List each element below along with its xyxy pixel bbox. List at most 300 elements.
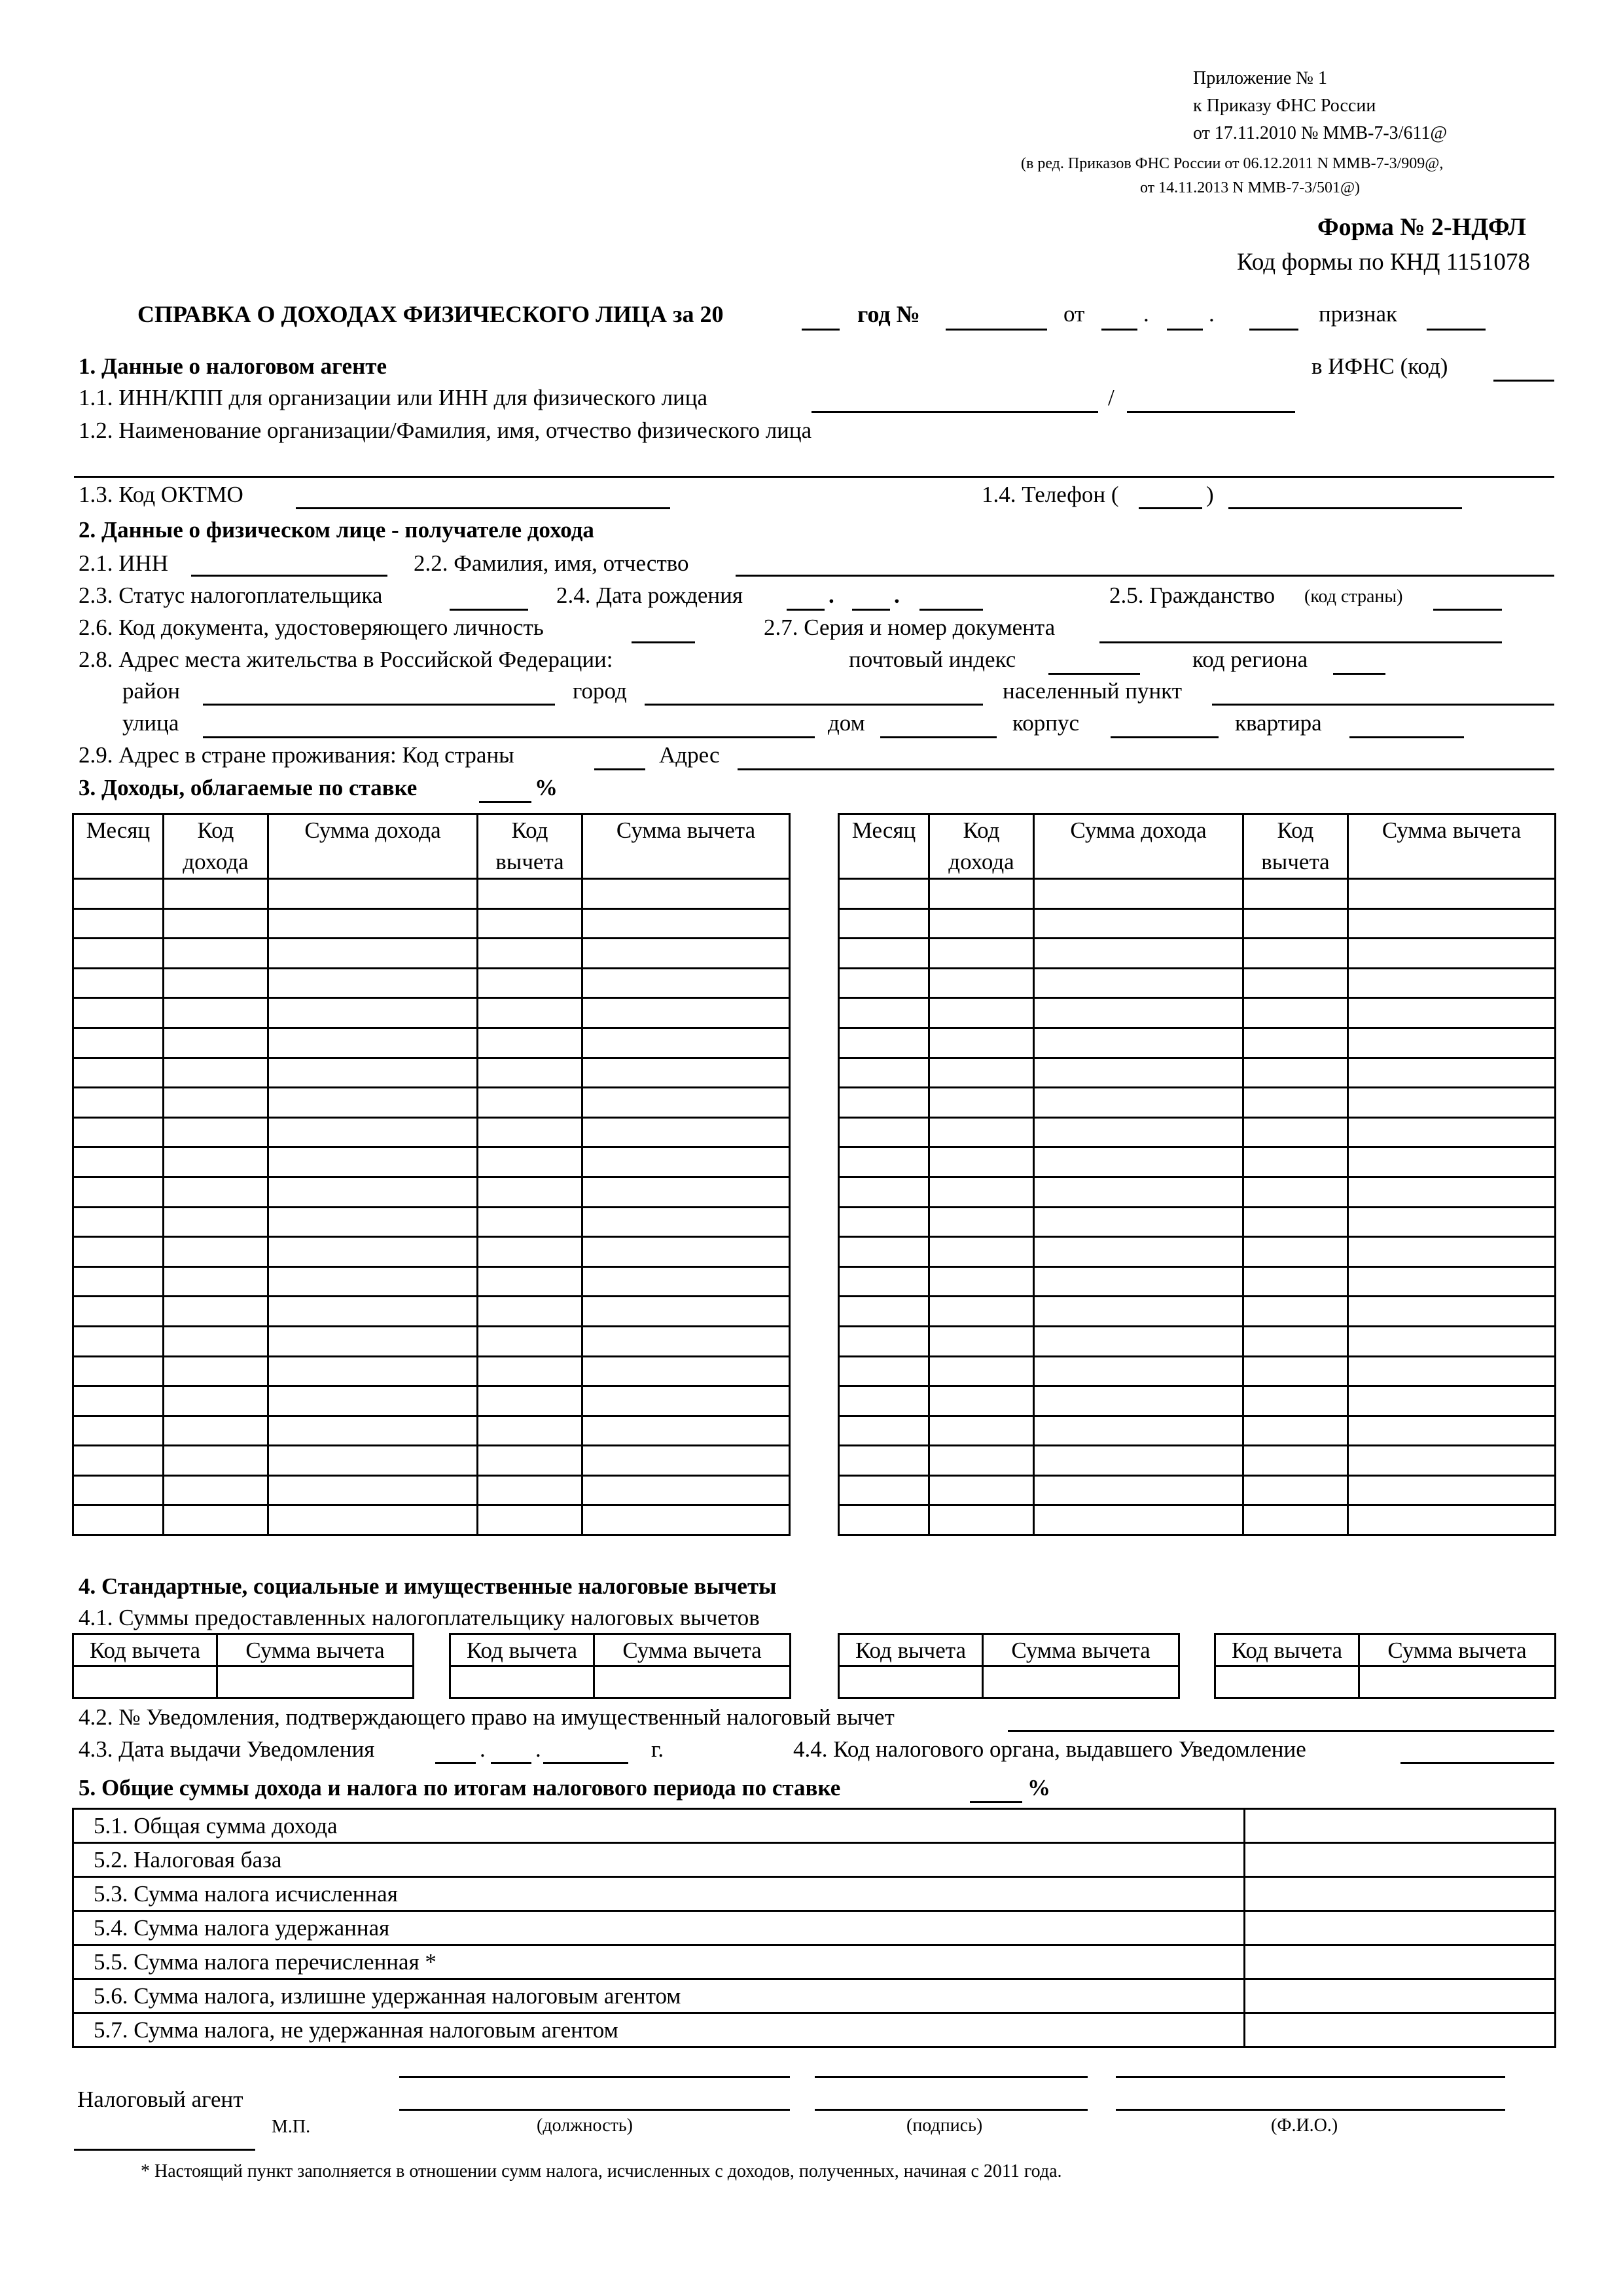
deduction-code-cell[interactable] [1243, 1475, 1348, 1505]
income-row [839, 908, 1556, 939]
deduction-sum-cell[interactable] [1348, 1505, 1556, 1535]
month-cell[interactable] [839, 908, 929, 939]
tax-overwithheld-value[interactable] [1245, 1979, 1556, 2013]
deduction-sum-cell[interactable] [582, 968, 790, 998]
income-code-cell[interactable] [929, 1237, 1034, 1267]
number-label: год № [857, 301, 920, 327]
income-code-cell[interactable] [929, 1028, 1034, 1058]
month-cell[interactable] [839, 1297, 929, 1327]
deduction-code-cell[interactable] [478, 998, 582, 1028]
deduction-sum-cell[interactable] [983, 1666, 1179, 1698]
recipient-fio-field[interactable] [736, 575, 1554, 577]
deduction-code-cell[interactable] [1243, 939, 1348, 969]
deduction-code-cell[interactable] [1243, 1266, 1348, 1297]
deduction-code-cell[interactable] [478, 968, 582, 998]
income-code-cell[interactable] [929, 1505, 1034, 1535]
totals-row [73, 1979, 1556, 2013]
income-code-cell[interactable] [929, 1386, 1034, 1416]
income-sum-cell[interactable] [268, 1058, 478, 1088]
deduction-code-cell[interactable] [1243, 1446, 1348, 1476]
rate-field[interactable] [479, 801, 531, 803]
income-sum-cell[interactable] [1034, 939, 1243, 969]
deduction-sum-cell[interactable] [582, 1147, 790, 1177]
deduction-sum-cell[interactable] [582, 1266, 790, 1297]
income-code-cell[interactable] [164, 1386, 268, 1416]
income-code-cell[interactable] [164, 1117, 268, 1147]
month-cell[interactable] [839, 1416, 929, 1446]
agent-name-field[interactable] [74, 476, 1554, 478]
deduction-code-cell[interactable] [1243, 1416, 1348, 1446]
deduction-code-cell[interactable] [478, 1088, 582, 1118]
month-cell[interactable] [839, 968, 929, 998]
tax-not-withheld-label: 5.7. Сумма налога, не удержанная налоговым агентом [73, 2013, 1245, 2047]
deduction-code-cell[interactable] [450, 1666, 594, 1698]
ifns-code-field[interactable] [1493, 380, 1554, 382]
deduction-code-cell[interactable] [1215, 1666, 1359, 1698]
income-sum-cell[interactable] [1034, 1505, 1243, 1535]
deduction-sum-cell[interactable] [582, 1416, 790, 1446]
position-field[interactable] [399, 2109, 790, 2111]
income-code-cell[interactable] [164, 1207, 268, 1237]
month-cell[interactable] [839, 879, 929, 909]
date-day-field[interactable] [1101, 329, 1137, 331]
doc-series-field[interactable] [1099, 641, 1502, 643]
deduction-sum-cell[interactable] [582, 1207, 790, 1237]
month-cell[interactable] [73, 1177, 164, 1207]
oktmo-field[interactable] [296, 507, 670, 509]
deduction-code-cell[interactable] [478, 1505, 582, 1535]
col-deduction-code: Код вычета [1243, 814, 1348, 879]
month-cell[interactable] [73, 879, 164, 909]
deduction-code-cell[interactable] [478, 1475, 582, 1505]
income-sum-cell[interactable] [268, 939, 478, 969]
income-sum-cell[interactable] [268, 1147, 478, 1177]
deduction-code-cell[interactable] [478, 1386, 582, 1416]
income-sum-cell[interactable] [1034, 998, 1243, 1028]
deduction-code-cell[interactable] [478, 1237, 582, 1267]
deduction-table [838, 1633, 1180, 1699]
income-sum-cell[interactable] [268, 1266, 478, 1297]
deduction-code-cell[interactable] [1243, 879, 1348, 909]
month-cell[interactable] [73, 1416, 164, 1446]
deduction-sum-cell[interactable] [582, 1386, 790, 1416]
oktmo-label: 1.3. Код ОКТМО [79, 482, 243, 507]
certificate-number-field[interactable] [946, 329, 1047, 331]
income-sum-cell[interactable] [268, 1237, 478, 1267]
deduction-code-cell[interactable] [478, 1147, 582, 1177]
fio-field-upper[interactable] [1116, 2076, 1505, 2078]
deduction-sum-cell[interactable] [582, 1475, 790, 1505]
deduction-code-cell[interactable] [1243, 1326, 1348, 1356]
income-sum-cell[interactable] [1034, 1266, 1243, 1297]
building-field[interactable] [1111, 736, 1219, 738]
month-cell[interactable] [839, 1147, 929, 1177]
notice-authority-field[interactable] [1400, 1762, 1554, 1764]
income-code-cell[interactable] [929, 1297, 1034, 1327]
income-code-cell[interactable] [164, 1028, 268, 1058]
month-cell[interactable] [839, 939, 929, 969]
deduction-code-cell[interactable] [478, 1058, 582, 1088]
income-code-cell[interactable] [164, 908, 268, 939]
deduction-code-cell[interactable] [478, 1326, 582, 1356]
tax-transferred-value[interactable] [1245, 1945, 1556, 1979]
income-code-cell[interactable] [164, 1058, 268, 1088]
deduction-sum-cell[interactable] [1348, 1446, 1556, 1476]
month-cell[interactable] [73, 1326, 164, 1356]
year-field[interactable] [802, 329, 840, 331]
income-sum-cell[interactable] [268, 1416, 478, 1446]
phone-code-field[interactable] [1139, 507, 1202, 509]
deduction-code-cell[interactable] [1243, 1505, 1348, 1535]
deduction-code-cell[interactable] [1243, 1356, 1348, 1386]
income-code-cell[interactable] [929, 1266, 1034, 1297]
deduction-sum-cell[interactable] [1359, 1666, 1556, 1698]
income-sum-cell[interactable] [268, 1505, 478, 1535]
deduction-sum-cell[interactable] [1348, 1386, 1556, 1416]
notice-month-field[interactable] [491, 1762, 531, 1764]
deduction-sum-cell[interactable] [1348, 1416, 1556, 1446]
month-cell[interactable] [73, 908, 164, 939]
deduction-sum-cell[interactable] [217, 1666, 414, 1698]
income-sum-cell[interactable] [268, 879, 478, 909]
income-sum-cell[interactable] [268, 1297, 478, 1327]
tax-not-withheld-value[interactable] [1245, 2013, 1556, 2047]
deduction-sum-cell[interactable] [1348, 879, 1556, 909]
month-cell[interactable] [73, 1266, 164, 1297]
deduction-sum-cell[interactable] [1348, 968, 1556, 998]
income-code-cell[interactable] [929, 1088, 1034, 1118]
deduction-sum-cell[interactable] [594, 1666, 791, 1698]
month-cell[interactable] [73, 939, 164, 969]
month-cell[interactable] [839, 1177, 929, 1207]
income-code-cell[interactable] [929, 879, 1034, 909]
agent-inn-field[interactable] [812, 411, 1098, 413]
district-field[interactable] [203, 704, 555, 706]
deduction-sum-cell[interactable] [1348, 1266, 1556, 1297]
birth-month-field[interactable] [852, 609, 890, 611]
deduction-sum-cell[interactable] [1348, 1058, 1556, 1088]
deduction-sum-cell[interactable] [582, 1297, 790, 1327]
income-code-cell[interactable] [164, 879, 268, 909]
month-cell[interactable] [839, 1117, 929, 1147]
income-code-cell[interactable] [164, 968, 268, 998]
income-sum-cell[interactable] [1034, 1356, 1243, 1386]
month-cell[interactable] [73, 1237, 164, 1267]
deduction-sum-cell[interactable] [582, 1177, 790, 1207]
income-code-cell[interactable] [164, 1505, 268, 1535]
flat-field[interactable] [1349, 736, 1464, 738]
deduction-sum-cell[interactable] [582, 1088, 790, 1118]
deduction-sum-cell[interactable] [582, 1028, 790, 1058]
notice-day-field[interactable] [435, 1762, 476, 1764]
month-cell[interactable] [73, 1475, 164, 1505]
income-code-cell[interactable] [164, 1356, 268, 1386]
income-code-cell[interactable] [164, 998, 268, 1028]
tax-withheld-value[interactable] [1245, 1911, 1556, 1945]
deduction-sum-cell[interactable] [582, 1505, 790, 1535]
recipient-inn-field[interactable] [191, 575, 387, 577]
deduction-code-cell[interactable] [1243, 1177, 1348, 1207]
month-cell[interactable] [839, 1446, 929, 1476]
tax-base-value[interactable] [1245, 1843, 1556, 1877]
income-code-cell[interactable] [164, 1237, 268, 1267]
income-sum-cell[interactable] [1034, 1297, 1243, 1327]
deduction-code-cell[interactable] [1243, 998, 1348, 1028]
income-code-cell[interactable] [929, 1356, 1034, 1386]
income-sum-cell[interactable] [1034, 1058, 1243, 1088]
month-cell[interactable] [839, 1386, 929, 1416]
deduction-code-cell[interactable] [478, 879, 582, 909]
phone-number-field[interactable] [1228, 507, 1462, 509]
sign-field[interactable] [1427, 329, 1486, 331]
region-code-field[interactable] [1333, 673, 1385, 675]
deduction-code-cell[interactable] [478, 939, 582, 969]
deduction-sum-cell[interactable] [1348, 1147, 1556, 1177]
signature-field[interactable] [815, 2109, 1088, 2111]
street-field[interactable] [203, 736, 815, 738]
deduction-code-cell[interactable] [1243, 1386, 1348, 1416]
month-cell[interactable] [73, 1147, 164, 1177]
income-sum-cell[interactable] [1034, 1177, 1243, 1207]
deduction-code-cell[interactable] [1243, 1207, 1348, 1237]
deduction-sum-cell[interactable] [1348, 1177, 1556, 1207]
income-sum-cell[interactable] [1034, 1028, 1243, 1058]
birth-year-field[interactable] [919, 609, 983, 611]
income-sum-cell[interactable] [1034, 1416, 1243, 1446]
income-sum-cell[interactable] [268, 1356, 478, 1386]
deduction-code-cell[interactable] [1243, 908, 1348, 939]
month-cell[interactable] [73, 1207, 164, 1237]
income-sum-cell[interactable] [1034, 1326, 1243, 1356]
deduction-sum-cell[interactable] [582, 1326, 790, 1356]
income-sum-cell[interactable] [268, 1326, 478, 1356]
deduction-sum-cell[interactable] [1348, 1237, 1556, 1267]
income-code-cell[interactable] [929, 1326, 1034, 1356]
date-month-field[interactable] [1167, 329, 1203, 331]
birth-day-field[interactable] [787, 609, 825, 611]
income-code-cell[interactable] [929, 1147, 1034, 1177]
income-code-cell[interactable] [164, 1475, 268, 1505]
income-code-cell[interactable] [164, 1416, 268, 1446]
income-sum-cell[interactable] [1034, 1117, 1243, 1147]
deduction-code-cell[interactable] [478, 1177, 582, 1207]
deduction-code-cell[interactable] [73, 1666, 217, 1698]
month-cell[interactable] [839, 1058, 929, 1088]
citizenship-field[interactable] [1433, 609, 1502, 611]
income-sum-cell[interactable] [268, 908, 478, 939]
foreign-country-field[interactable] [594, 768, 645, 770]
income-sum-cell[interactable] [268, 1088, 478, 1118]
income-sum-cell[interactable] [1034, 968, 1243, 998]
income-code-cell[interactable] [164, 939, 268, 969]
deduction-code-cell[interactable] [478, 1266, 582, 1297]
deduction-sum-cell[interactable] [1348, 1297, 1556, 1327]
month-cell[interactable] [839, 1028, 929, 1058]
month-cell[interactable] [73, 1028, 164, 1058]
income-sum-cell[interactable] [268, 998, 478, 1028]
doc-code-field[interactable] [632, 641, 695, 643]
recipient-fio-label: 2.2. Фамилия, имя, отчество [414, 550, 689, 576]
income-sum-cell[interactable] [268, 1028, 478, 1058]
income-code-cell[interactable] [164, 1177, 268, 1207]
income-code-cell[interactable] [929, 1475, 1034, 1505]
date-year-field[interactable] [1249, 329, 1298, 331]
income-code-cell[interactable] [164, 1088, 268, 1118]
month-cell[interactable] [73, 968, 164, 998]
deduction-code-cell[interactable] [478, 1446, 582, 1476]
deduction-sum-cell[interactable] [1348, 1356, 1556, 1386]
notice-number-field[interactable] [1008, 1730, 1554, 1732]
deduction-code-cell[interactable] [1243, 1117, 1348, 1147]
deduction-sum-cell[interactable] [1348, 1028, 1556, 1058]
income-sum-cell[interactable] [1034, 1386, 1243, 1416]
totals-row [73, 1809, 1556, 1843]
deduction-sum-cell[interactable] [1348, 998, 1556, 1028]
income-sum-cell[interactable] [268, 1386, 478, 1416]
deduction-code-cell[interactable] [478, 908, 582, 939]
income-code-cell[interactable] [164, 1326, 268, 1356]
house-field[interactable] [880, 736, 997, 738]
deduction-sum-cell[interactable] [1348, 908, 1556, 939]
income-sum-cell[interactable] [268, 968, 478, 998]
income-row [839, 879, 1556, 909]
deduction-sum-cell[interactable] [582, 939, 790, 969]
income-code-cell[interactable] [929, 998, 1034, 1028]
income-row [73, 1088, 790, 1118]
deduction-sum-cell[interactable] [1348, 1326, 1556, 1356]
income-sum-cell[interactable] [268, 1207, 478, 1237]
deduction-code-cell[interactable] [1243, 1058, 1348, 1088]
income-code-cell[interactable] [929, 908, 1034, 939]
deduction-sum-cell[interactable] [582, 1058, 790, 1088]
total-income-value[interactable] [1245, 1809, 1556, 1843]
income-sum-cell[interactable] [268, 1475, 478, 1505]
income-code-cell[interactable] [929, 1058, 1034, 1088]
deduction-code-cell[interactable] [1243, 1237, 1348, 1267]
deduction-code-cell[interactable] [1243, 1088, 1348, 1118]
income-sum-cell[interactable] [1034, 908, 1243, 939]
deduction-sum-cell[interactable] [1348, 1117, 1556, 1147]
total-rate-field[interactable] [970, 1801, 1022, 1803]
deduction-sum-cell[interactable] [582, 1356, 790, 1386]
month-cell[interactable] [839, 1266, 929, 1297]
income-code-cell[interactable] [929, 1207, 1034, 1237]
month-cell[interactable] [73, 998, 164, 1028]
income-code-cell[interactable] [164, 1147, 268, 1177]
month-cell[interactable] [839, 1088, 929, 1118]
income-sum-cell[interactable] [1034, 1446, 1243, 1476]
income-code-cell[interactable] [929, 939, 1034, 969]
month-cell[interactable] [839, 1356, 929, 1386]
deduction-sum-cell[interactable] [1348, 1207, 1556, 1237]
month-cell[interactable] [73, 1117, 164, 1147]
tax-calculated-value[interactable] [1245, 1877, 1556, 1911]
month-cell[interactable] [73, 1386, 164, 1416]
month-cell[interactable] [839, 1475, 929, 1505]
month-cell[interactable] [73, 1088, 164, 1118]
month-cell[interactable] [73, 1446, 164, 1476]
income-sum-cell[interactable] [1034, 1088, 1243, 1118]
income-row [73, 1505, 790, 1535]
deduction-code-cell[interactable] [478, 1356, 582, 1386]
income-code-cell[interactable] [164, 1446, 268, 1476]
income-code-cell[interactable] [929, 968, 1034, 998]
deduction-code-cell[interactable] [1243, 968, 1348, 998]
income-code-cell[interactable] [164, 1266, 268, 1297]
deduction-sum-cell[interactable] [582, 1446, 790, 1476]
date-from-label: от [1063, 301, 1085, 327]
income-code-cell[interactable] [929, 1416, 1034, 1446]
income-sum-cell[interactable] [1034, 879, 1243, 909]
deduction-code-cell[interactable] [1243, 1147, 1348, 1177]
signature-field-upper[interactable] [815, 2076, 1088, 2078]
revision-line-2: от 14.11.2013 N ММВ-7-3/501@) [1140, 179, 1361, 196]
income-code-cell[interactable] [929, 1446, 1034, 1476]
income-table-left [72, 813, 791, 1536]
month-cell[interactable] [839, 1237, 929, 1267]
position-field-upper[interactable] [399, 2076, 790, 2078]
income-code-cell[interactable] [929, 1177, 1034, 1207]
month-cell[interactable] [73, 1356, 164, 1386]
city-field[interactable] [645, 704, 983, 706]
deduction-sum-cell[interactable] [582, 908, 790, 939]
month-cell[interactable] [73, 1297, 164, 1327]
deduction-code-cell[interactable] [1243, 1028, 1348, 1058]
income-sum-cell[interactable] [1034, 1475, 1243, 1505]
month-cell[interactable] [73, 1505, 164, 1535]
status-field[interactable] [450, 609, 528, 611]
month-cell[interactable] [73, 1058, 164, 1088]
income-sum-cell[interactable] [268, 1117, 478, 1147]
col-income-sum: Сумма дохода [1034, 814, 1243, 879]
fio-field[interactable] [1116, 2109, 1505, 2111]
deduction-sum-cell[interactable] [1348, 1475, 1556, 1505]
deduction-sum-cell[interactable] [582, 1237, 790, 1267]
income-sum-cell[interactable] [1034, 1237, 1243, 1267]
deduction-code-cell[interactable] [478, 1297, 582, 1327]
deduction-sum-cell[interactable] [582, 1117, 790, 1147]
income-sum-cell[interactable] [268, 1177, 478, 1207]
deduction-sum-cell[interactable] [582, 879, 790, 909]
deduction-sum-cell[interactable] [1348, 1088, 1556, 1118]
deduction-code-cell[interactable] [1243, 1297, 1348, 1327]
month-cell[interactable] [839, 1505, 929, 1535]
deduction-code-cell[interactable] [839, 1666, 983, 1698]
month-cell[interactable] [839, 998, 929, 1028]
col-deduction-code: Код вычета [839, 1634, 983, 1666]
income-sum-cell[interactable] [1034, 1147, 1243, 1177]
month-cell[interactable] [839, 1207, 929, 1237]
postal-code-field[interactable] [1048, 673, 1140, 675]
col-deduction-code: Код вычета [450, 1634, 594, 1666]
agent-kpp-field[interactable] [1127, 411, 1295, 413]
notice-year-field[interactable] [543, 1762, 628, 1764]
deduction-sum-cell[interactable] [582, 998, 790, 1028]
deduction-code-cell[interactable] [478, 1117, 582, 1147]
income-code-cell[interactable] [164, 1297, 268, 1327]
deduction-sum-cell[interactable] [1348, 939, 1556, 969]
deduction-code-cell[interactable] [478, 1207, 582, 1237]
locality-field[interactable] [1212, 704, 1554, 706]
income-code-cell[interactable] [929, 1117, 1034, 1147]
deduction-code-cell[interactable] [478, 1028, 582, 1058]
foreign-address-field[interactable] [738, 768, 1554, 770]
income-sum-cell[interactable] [268, 1446, 478, 1476]
income-sum-cell[interactable] [1034, 1207, 1243, 1237]
street-label: улица [122, 710, 179, 736]
month-cell[interactable] [839, 1326, 929, 1356]
deduction-code-cell[interactable] [478, 1416, 582, 1446]
